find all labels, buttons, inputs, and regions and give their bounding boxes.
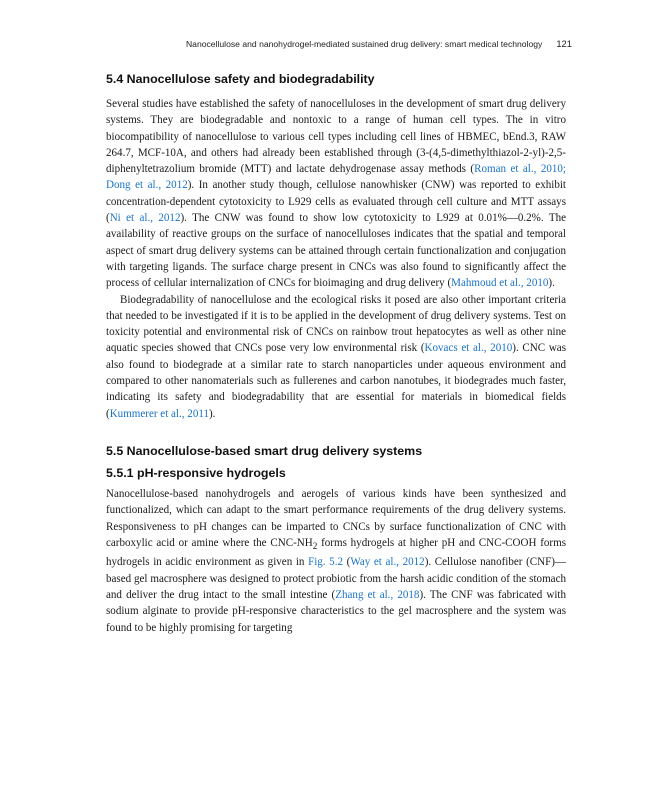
- citation-link[interactable]: Zhang et al., 2018: [335, 588, 420, 601]
- subsection-heading-5-5-1: 5.5.1 pH-responsive hydrogels: [106, 465, 286, 480]
- text-run: Biodegradability of nanocellulose and the ecological risks it posed are also other important criteria that needed to be investigated if it is to be applied in the development of drug delivery systems. Test on toxicity potential and environmental risk of CNCs on rainbow trout hepatocytes as well as other nine aquatic species showed that CNCs pose very low environmental risk (: [106, 293, 566, 355]
- paragraph: [106, 486, 566, 636]
- page-number: 121: [556, 38, 572, 49]
- text-run: forms hydrogels at higher pH and CNC-COOH forms hydrogels in acidic environment as given in: [106, 536, 566, 569]
- text-run: ). The CNF was fabricated with sodium alginate to provide pH-responsive characteristics to the gel macrosphere and the system was found to be highly promising for targeting: [106, 588, 566, 634]
- running-header: [106, 38, 572, 49]
- citation-link[interactable]: Kummerer et al., 2011: [109, 407, 209, 420]
- text-run: ).: [548, 277, 555, 290]
- citation-link[interactable]: Ni et al., 2012: [109, 212, 181, 225]
- citation-link[interactable]: Mahmoud et al., 2010: [451, 277, 549, 290]
- text-run: ). Cellulose nanofiber (CNF)—based gel macrosphere was designed to protect probiotic from the harsh acidic condition of the stomach and deliver the drug intact to the small intestine (: [106, 556, 566, 601]
- subscript: 2: [312, 541, 318, 552]
- text-run: (: [343, 556, 351, 569]
- paragraph: [106, 96, 566, 292]
- section-heading-5-5: 5.5 Nanocellulose-based smart drug delivery systems: [106, 443, 423, 458]
- running-title: Nanocellulose and nanohydrogel-mediated sustained drug delivery: smart medical technology: [185, 39, 543, 49]
- citation-link[interactable]: Kovacs et al., 2010: [424, 342, 513, 355]
- text-run: Nanocellulose-based nanohydrogels and aerogels of various kinds have been synthesized and functionalized, which can adapt to the smart performance requirements of the drug delivery systems. Responsiveness to pH changes can be imparted to CNCs by surface functionalization of CNC with carboxylic acid or amine where the CNC-NH: [106, 487, 566, 549]
- paragraph: [106, 292, 566, 422]
- section-heading-5-4: 5.4 Nanocellulose safety and biodegradability: [106, 72, 375, 86]
- page-body: [106, 70, 566, 636]
- citation-link[interactable]: Way et al., 2012: [350, 556, 425, 569]
- figure-link[interactable]: Fig. 5.2: [308, 556, 343, 569]
- citation-link[interactable]: Roman et al., 2010; Dong et al., 2012: [106, 163, 566, 192]
- text-run: ). In another study though, cellulose nanowhisker (CNW) was reported to exhibit concentration-dependent cytotoxicity to L929 cells as evaluated through cell culture and MTT assays (: [106, 179, 566, 225]
- text-run: ).: [208, 407, 216, 420]
- text-run: ). CNC was also found to biodegrade at a similar rate to starch nanoparticles under aqueous environment and compared to other nanomaterials such as fullerenes and carbon nanotubes, it biodegrades much faster, indicating its safety and biodegradability that are essential for materials in biomedical fields (: [106, 342, 566, 420]
- text-run: ). The CNW was found to show low cytotoxicity to L929 at 0.01%—0.2%. The availability of reactive groups on the surface of nanocelluloses indicates that the spatial and temporal aspect of smart drug delivery systems can be attained through certain functionalization and conjugation with targeting ligands. The surface charge present in CNCs was also found to significantly affect the process of cellular internalization of CNCs for bioimaging and drug delivery (: [106, 212, 566, 290]
- text-run: Several studies have established the safety of nanocelluloses in the development of smart drug delivery systems. They are biodegradable and nontoxic to a range of human cell types. The in vitro biocompatibility of nanocellulose to various cell types including cell lines of HBMEC, bEnd.3, RAW 264.7, MCF-10A, and others had already been established through (3-(4,5-dimethylthiazol-2-yl)-2,5-diphenyltetrazolium bromide (MTT) and lactate dehydrogenase assay methods (: [106, 98, 566, 176]
